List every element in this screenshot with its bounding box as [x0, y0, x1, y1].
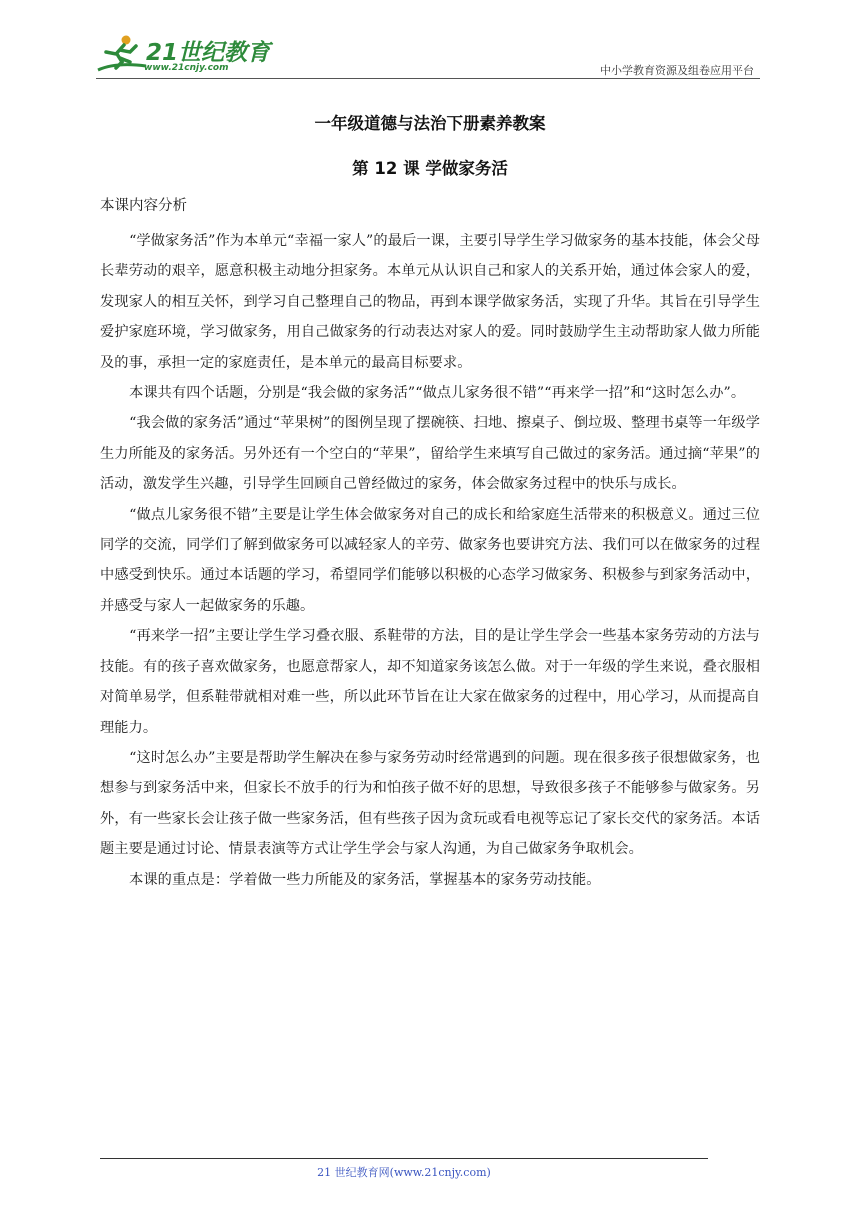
paragraph: “学做家务活”作为本单元“幸福一家人”的最后一课，主要引导学生学习做家务的基本技能，体会父母长辈劳动的艰辛，愿意积极主动地分担家务。本单元从认识自己和家人的关系开始，通过体会家人的爱，发现家人的相互关怀，到学习自己整理自己的物品，再到本课学做家务活，实现了升华。其旨在引导学生爱护家庭环境，学习做家务，用自己做家务的行动表达对家人的爱。同时鼓励学生主动帮助家人做力所能及的事，承担一定的家庭责任，是本单元的最高目标要求。 [100, 233, 760, 371]
paragraph: “做点儿家务很不错”主要是让学生体会做家务对自己的成长和给家庭生活带来的积极意义。通过三位同学的交流，同学们了解到做家务可以减轻家人的辛劳、做家务也要讲究方法、我们可以在做家务的过程中感受到快乐。通过本话题的学习，希望同学们能够以积极的心态学习做家务、积极参与到家务活动中，并感受与家人一起做家务的乐趣。 [100, 506, 760, 614]
key-point-paragraph: 本课的重点是：学着做一些力所能及的家务活，掌握基本的家务劳动技能。 [129, 871, 601, 888]
footer-divider [100, 1158, 708, 1159]
lesson-analysis-body [100, 226, 760, 895]
logo-text: 21世纪教育 [146, 40, 271, 66]
runner-logo-icon [96, 32, 148, 76]
paragraph: “再来学一招”主要让学生学习叠衣服、系鞋带的方法，目的是让学生学会一些基本家务劳动的方法与技能。有的孩子喜欢做家务，也愿意帮家人，却不知道家务该怎么做。对于一年级的学生来说，叠衣服相对简单易学，但系鞋带就相对难一些，所以此环节旨在让大家在做家务的过程中，用心学习，从而提高自理能力。 [100, 628, 760, 736]
lesson-title: 第 12 课 学做家务活 [352, 159, 508, 178]
document-title: 一年级道德与法治下册素养教案 [314, 114, 546, 133]
footer-link[interactable]: 21 世纪教育网(www.21cnjy.com) [317, 1166, 491, 1179]
section-label: 本课内容分析 [100, 198, 187, 214]
platform-name: 中小学教育资源及组卷应用平台 [600, 64, 754, 77]
header-divider [96, 78, 760, 79]
paragraph: “我会做的家务活”通过“苹果树”的图例呈现了摆碗筷、扫地、擦桌子、倒垃圾、整理书桌等一年级学生力所能及的家务活。另外还有一个空白的“苹果”，留给学生来填写自己做过的家务活。通过摘“苹果”的活动，激发学生兴趣，引导学生回顾自己曾经做过的家务，体会做家务过程中的快乐与成长。 [100, 415, 760, 493]
paragraph: 本课共有四个话题，分别是“我会做的家务活”“做点儿家务很不错”“再来学一招”和“这时怎么办”。 [129, 385, 746, 402]
paragraph: “这时怎么办”主要是帮助学生解决在参与家务劳动时经常遇到的问题。现在很多孩子很想做家务，也想参与到家务活中来，但家长不放手的行为和怕孩子做不好的思想，导致很多孩子不能够参与做家务。另外，有一些家长会让孩子做一些家务活，但有些孩子因为贪玩或看电视等忘记了家长交代的家务活。本话题主要是通过讨论、情景表演等方式让学生学会与家人沟通，为自己做家务争取机会。 [100, 749, 760, 858]
page-header [96, 30, 760, 80]
logo-url: www.21cnjy.com [144, 63, 229, 73]
site-logo[interactable] [96, 30, 271, 78]
